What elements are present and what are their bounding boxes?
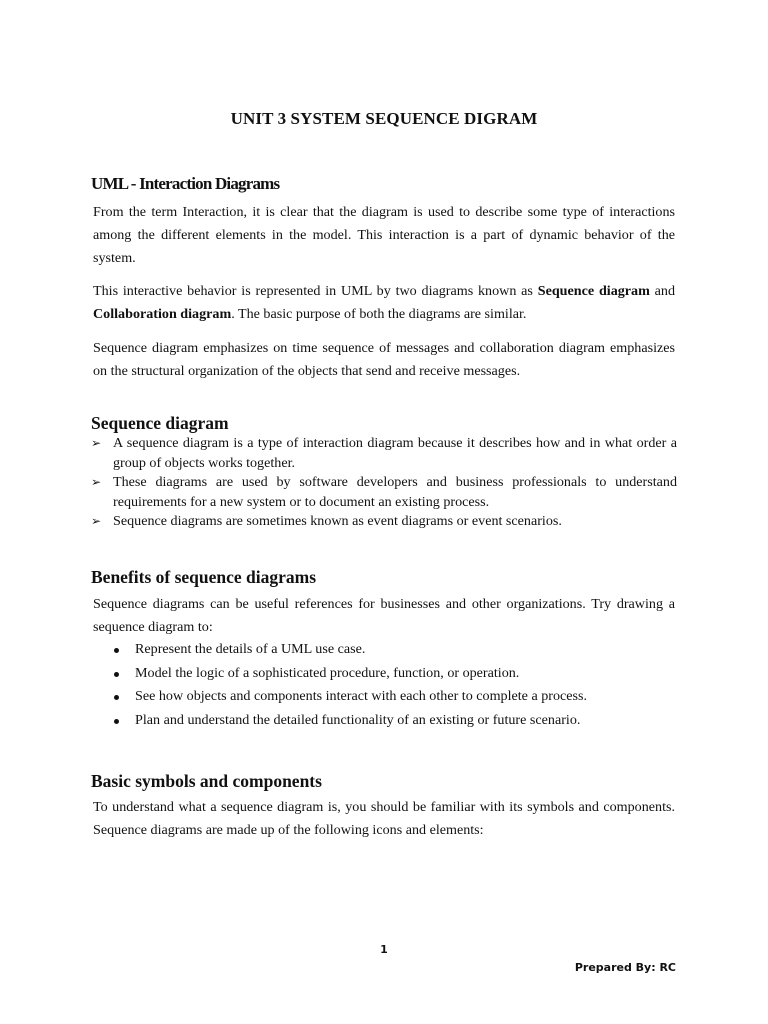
list-item-text: Model the logic of a sophisticated procedure, function, or operation.: [135, 664, 520, 681]
intro-p2-post: . The basic purpose of both the diagrams are similar.: [231, 306, 527, 322]
list-item: [114, 685, 674, 709]
list-item: [114, 709, 674, 733]
page-number: 1: [380, 943, 388, 956]
intro-p2-pre: This interactive behavior is represented in UML by two diagrams known as: [93, 283, 538, 299]
list-item: [114, 638, 674, 662]
benefits-list: [114, 638, 674, 732]
list-item-text: Plan and understand the detailed functionality of an existing or future scenario.: [135, 711, 581, 728]
arrowhead-bullet-icon: ➢: [91, 436, 102, 450]
benefits-intro: Sequence diagrams can be useful references for businesses and other organizations. Try drawing a sequence diagram to:: [93, 596, 675, 635]
benefits-heading: Benefits of sequence diagrams: [91, 567, 317, 587]
list-item-text: See how objects and components interact with each other to complete a process.: [135, 688, 588, 704]
arrowhead-bullet-icon: ➢: [91, 514, 102, 528]
list-item-text: These diagrams are used by software developers and business professionals to understand requirements for a new system or to document an existing process.: [113, 474, 677, 510]
intro-paragraph-1: From the term Interaction, it is clear that the diagram is used to describe some type of interactions among the different elements in the model. This interaction is a part of dynamic behavior of the system.: [93, 204, 675, 266]
sequence-diagram-heading: Sequence diagram: [91, 413, 229, 433]
bullet-dot-icon: [114, 695, 119, 700]
list-item-text: Sequence diagrams are sometimes known as event diagrams or event scenarios.: [113, 513, 562, 529]
intro-paragraph-3: Sequence diagram emphasizes on time sequence of messages and collaboration diagram emphasizes on the structural organization of the objects that send and receive messages.: [93, 340, 675, 379]
prepared-by: Prepared By: RC: [574, 961, 676, 974]
bullet-dot-icon: [114, 672, 119, 677]
list-item: [91, 512, 677, 532]
symbols-intro: To understand what a sequence diagram is, you should be familiar with its symbols and components. Sequence diagrams are made up of the following icons and elements:: [93, 799, 675, 838]
basic-symbols-heading: Basic symbols and components: [91, 771, 322, 791]
list-item: [91, 434, 677, 473]
bullet-dot-icon: [114, 648, 119, 653]
arrowhead-bullet-icon: ➢: [91, 475, 102, 489]
sequence-diagram-list: [91, 434, 677, 532]
intro-p2-collaboration-term: Collaboration diagram: [93, 306, 232, 322]
list-item: [114, 662, 674, 686]
list-item-text: A sequence diagram is a type of interaction diagram because it describes how and in what order a group of objects works together.: [113, 435, 677, 471]
intro-p2-sequence-term: Sequence diagram: [537, 283, 650, 299]
list-item-text: Represent the details of a UML use case.: [135, 641, 366, 657]
list-item: [91, 473, 677, 512]
bullet-dot-icon: [114, 719, 119, 724]
intro-p2-mid: and: [649, 283, 676, 299]
uml-interaction-heading: UML - Interaction Diagrams: [91, 174, 280, 193]
page-title: UNIT 3 SYSTEM SEQUENCE DIGRAM: [230, 109, 538, 128]
intro-paragraph-2: [93, 280, 675, 326]
